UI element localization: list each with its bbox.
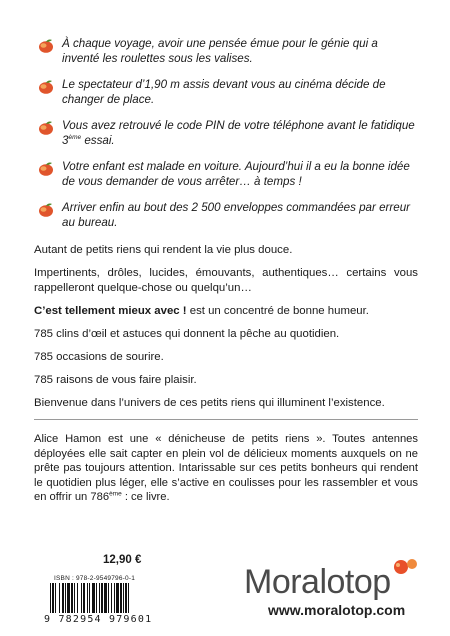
paragraph: 785 clins d’œil et astuces qui donnent la pêche au quotidien.: [34, 328, 340, 340]
isbn: ISBN : 978-2-9549796-0-1: [54, 575, 136, 582]
divider: [34, 419, 418, 420]
list-item: [38, 159, 418, 189]
bullet-text-part: essai.: [81, 134, 115, 147]
peach-icon: [38, 38, 54, 53]
peach-icon: [38, 120, 54, 135]
barcode-number: 9 782954 979601: [44, 614, 153, 625]
bio-text: : ce livre.: [121, 491, 170, 504]
description: [34, 243, 418, 419]
peach-icon: [38, 161, 54, 176]
paragraph: 785 occasions de sourire.: [34, 351, 164, 363]
superscript: ème: [109, 490, 122, 498]
paragraph: [34, 304, 418, 319]
superscript: ème: [68, 134, 82, 142]
bullet-text: À chaque voyage, avoir une pensée émue pour le génie qui a inventé les roulettes sous les valises.: [62, 37, 378, 65]
paragraph: Bienvenue dans l’univers de ces petits riens qui illuminent l’existence.: [34, 397, 385, 409]
paragraph: Autant de petits riens qui rendent la vie plus douce.: [34, 244, 293, 256]
peach-icon: [38, 79, 54, 94]
bullet-text: Votre enfant est malade en voiture. Aujourd’hui il a eu la bonne idée de vous demander de vous arrêter… à temps !: [62, 160, 410, 188]
logo-dots-icon: [390, 557, 420, 577]
list-item: [38, 77, 418, 107]
peach-icon: [38, 202, 54, 217]
list-item: [38, 200, 418, 230]
paragraph-text: est un concentré de bonne humeur.: [186, 305, 369, 317]
bullet-text-part: Vous avez retrouvé le code PIN de votre téléphone avant le fatidique 3: [62, 119, 415, 147]
list-item: [38, 118, 418, 148]
bullet-text: [62, 118, 418, 148]
bio-text: Alice Hamon est une « dénicheuse de petits riens ». Toutes antennes déployées elle sait capter en plein vol de délicieux moments auxquels on ne prête pas toujours attention. Intarissable sur ces petits bonheurs qui rendent le quotidien plus léger, elle s’active en coulisses pour les rassembler et vous en offrir un 786: [34, 433, 418, 504]
publisher-url: www.moralotop.com: [268, 602, 406, 618]
logo-text: Moralotop: [244, 563, 391, 601]
book-title: C’est tellement mieux avec !: [34, 305, 187, 317]
bullet-list: [38, 36, 418, 241]
price: 12,90 €: [103, 554, 142, 566]
bullet-text: Le spectateur d’1,90 m assis devant vous au cinéma décide de changer de place.: [62, 78, 386, 106]
author-bio: [34, 432, 418, 505]
paragraph: 785 raisons de vous faire plaisir.: [34, 374, 197, 386]
paragraph: Impertinents, drôles, lucides, émouvants, authentiques… certains vous rappelleront quelque-chose ou quelqu’un…: [34, 267, 418, 294]
list-item: [38, 36, 418, 66]
bullet-text: Arriver enfin au bout des 2 500 enveloppes commandées par erreur au bureau.: [62, 201, 411, 229]
publisher-logo: [244, 557, 419, 601]
